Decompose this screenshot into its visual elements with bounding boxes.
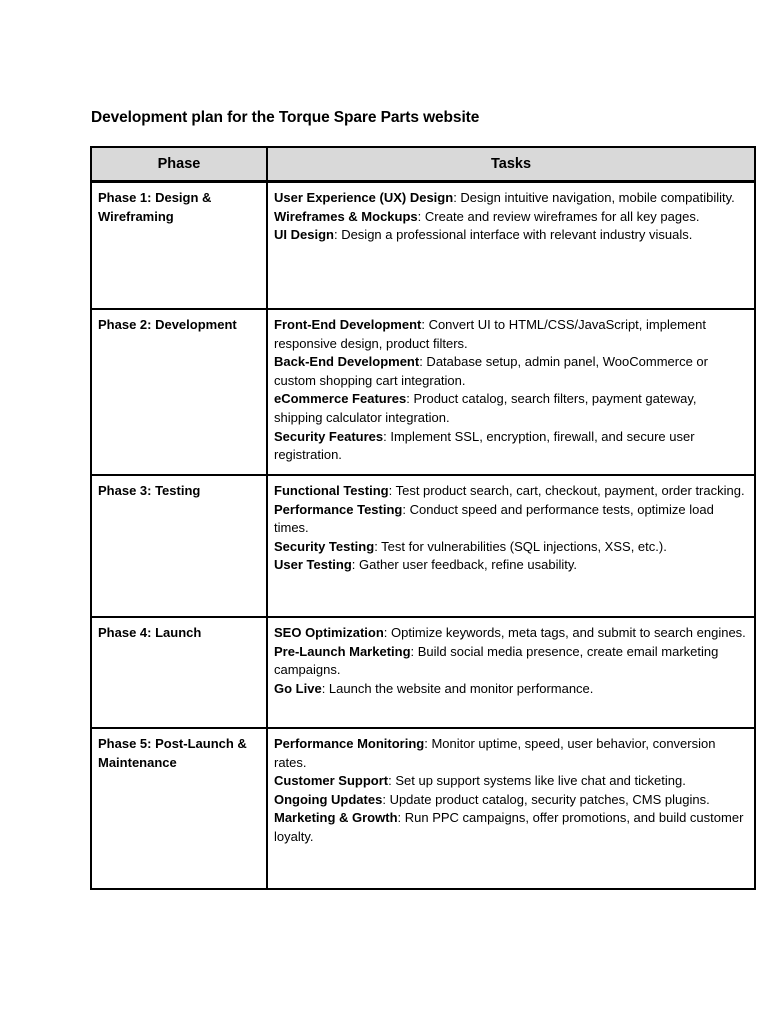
task-title: Customer Support [274, 773, 389, 789]
phase-cell: Phase 4: Launch [91, 617, 267, 728]
task-description: : Create and review wireframes for all key pages. [417, 208, 700, 224]
task-description: : Test product search, cart, checkout, payment, order tracking. [388, 483, 745, 498]
task-item [274, 791, 748, 810]
table-header-row [91, 147, 755, 182]
task-title: eCommerce Features [274, 391, 407, 407]
task-item [274, 428, 748, 465]
task-description: : Implement SSL, encryption, firewall, and secure user registration. [274, 428, 695, 463]
tasks-cell [267, 182, 755, 310]
phase-cell: Phase 3: Testing [91, 475, 267, 617]
task-item [274, 556, 748, 575]
task-item [274, 226, 748, 245]
task-title: UI Design [274, 227, 334, 243]
task-description: : Launch the website and monitor performance. [321, 680, 594, 696]
task-title: Performance Monitoring [274, 736, 425, 751]
table-row [91, 728, 755, 889]
task-title: Pre-Launch Marketing [274, 643, 411, 659]
tasks-cell [267, 309, 755, 475]
task-item [274, 643, 748, 680]
tasks-cell [267, 475, 755, 617]
task-item [274, 624, 748, 643]
table-row [91, 309, 755, 475]
task-item [274, 809, 748, 846]
task-title: Wireframes & Mockups [274, 208, 418, 224]
task-title: SEO Optimization [274, 625, 384, 640]
table-row [91, 182, 755, 310]
task-description: : Optimize keywords, meta tags, and submit to search engines. [383, 625, 746, 640]
task-description: : Monitor uptime, speed, user behavior, conversion rates. [274, 736, 716, 770]
task-item [274, 390, 748, 427]
task-title: Performance Testing [274, 501, 403, 517]
document-title: Development plan for the Torque Spare Parts website [91, 109, 480, 126]
task-description: : Design a professional interface with relevant industry visuals. [333, 227, 693, 243]
task-item [274, 772, 748, 791]
phase-column-header: Phase [91, 147, 267, 182]
task-title: Ongoing Updates [274, 791, 383, 807]
task-title: Marketing & Growth [274, 810, 398, 826]
task-title: User Experience (UX) Design [274, 190, 454, 205]
task-item [274, 316, 748, 353]
tasks-column-header: Tasks [267, 147, 755, 182]
task-description: : Convert UI to HTML/CSS/JavaScript, implement responsive design, product filters. [274, 317, 706, 351]
task-title: Front-End Development [274, 317, 422, 332]
task-description: : Gather user feedback, refine usability. [351, 557, 577, 573]
task-item [274, 482, 748, 501]
task-item [274, 680, 748, 699]
tasks-cell [267, 728, 755, 889]
task-item [274, 501, 748, 538]
task-description: : Product catalog, search filters, payment gateway, shipping calculator integration. [274, 391, 697, 425]
task-item [274, 353, 748, 390]
task-title: Security Testing [274, 538, 375, 554]
task-item [274, 735, 748, 772]
task-item [274, 538, 748, 557]
task-description: : Set up support systems like live chat and ticketing. [388, 773, 686, 789]
phase-cell: Phase 2: Development [91, 309, 267, 475]
tasks-cell [267, 617, 755, 728]
task-title: User Testing [274, 557, 352, 573]
table-row [91, 475, 755, 617]
task-description: : Conduct speed and performance tests, optimize load times. [274, 501, 714, 536]
phase-cell: Phase 5: Post-Launch & Maintenance [91, 728, 267, 889]
task-title: Security Features [274, 428, 384, 444]
task-description: : Database setup, admin panel, WooCommerce or custom shopping cart integration. [274, 354, 708, 388]
task-item [274, 208, 748, 227]
task-description: : Update product catalog, security patches, CMS plugins. [382, 791, 710, 807]
task-description: : Test for vulnerabilities (SQL injections, XSS, etc.). [374, 538, 667, 554]
task-description: : Run PPC campaigns, offer promotions, and build customer loyalty. [274, 810, 744, 844]
phase-cell: Phase 1: Design & Wireframing [91, 182, 267, 310]
task-description: : Build social media presence, create email marketing campaigns. [274, 643, 719, 678]
table-row [91, 617, 755, 728]
development-plan-table [90, 146, 756, 890]
task-description: : Design intuitive navigation, mobile compatibility. [453, 190, 735, 205]
task-title: Functional Testing [274, 483, 389, 498]
task-title: Back-End Development [274, 354, 420, 370]
task-item [274, 189, 748, 208]
task-title: Go Live [274, 680, 322, 696]
